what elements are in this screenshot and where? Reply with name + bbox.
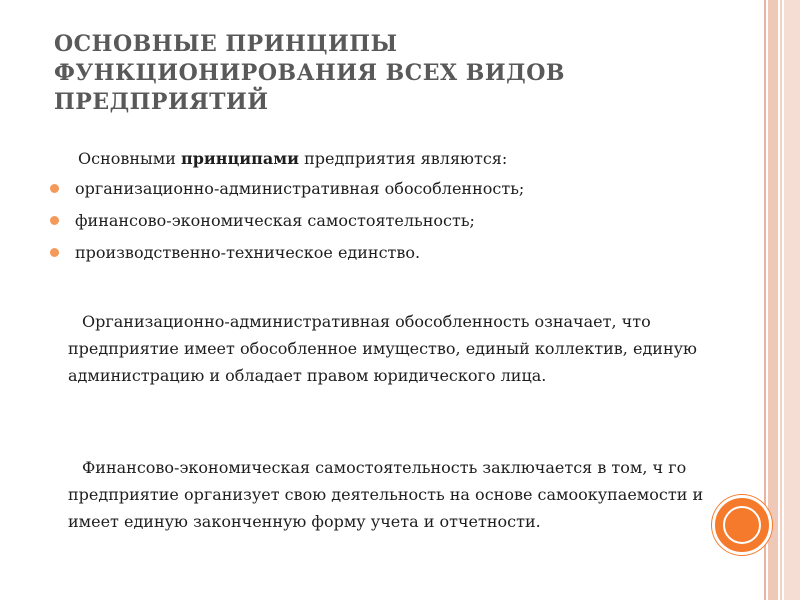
intro-bold: принципами: [180, 149, 299, 168]
bullet-dot-icon: [50, 248, 59, 257]
decor-circle-ring: [723, 506, 761, 544]
intro-suffix: предприятия являются:: [299, 149, 508, 168]
list-item: [50, 210, 750, 242]
bullet-dot-icon: [50, 216, 59, 225]
decor-stripe: [784, 0, 800, 600]
list-item: [50, 242, 750, 274]
bullet-text: производственно-техническое единство.: [75, 243, 421, 262]
bullet-dot-icon: [50, 184, 59, 193]
bullet-text: организационно-административная обособленность;: [75, 179, 525, 198]
slide-title: ОСНОВНЫЕ ПРИНЦИПЫ ФУНКЦИОНИРОВАНИЯ ВСЕХ ВИДОВ ПРЕДПРИЯТИЙ: [54, 31, 565, 115]
intro-line: [78, 149, 768, 168]
decor-stripe: [768, 0, 778, 600]
bullet-list: [50, 178, 750, 274]
decor-circle-icon: [712, 495, 772, 555]
paragraph-organizational: Организационно-административная обособленность означает, что предприятие имеет обособленное имущество, единый коллектив, единую администрацию и обладает правом юридического лица.: [68, 312, 697, 385]
list-item: [50, 178, 750, 210]
decor-stripe: [780, 0, 782, 600]
paragraph-financial: Финансово-экономическая самостоятельность заключается в том, ч го предприятие организует свою деятельность на основе самоокупаемости и имеет единую законченную форму учета и отчетности.: [68, 458, 704, 531]
intro-prefix: Основными: [78, 149, 181, 168]
bullet-text: финансово-экономическая самостоятельность;: [75, 211, 475, 230]
